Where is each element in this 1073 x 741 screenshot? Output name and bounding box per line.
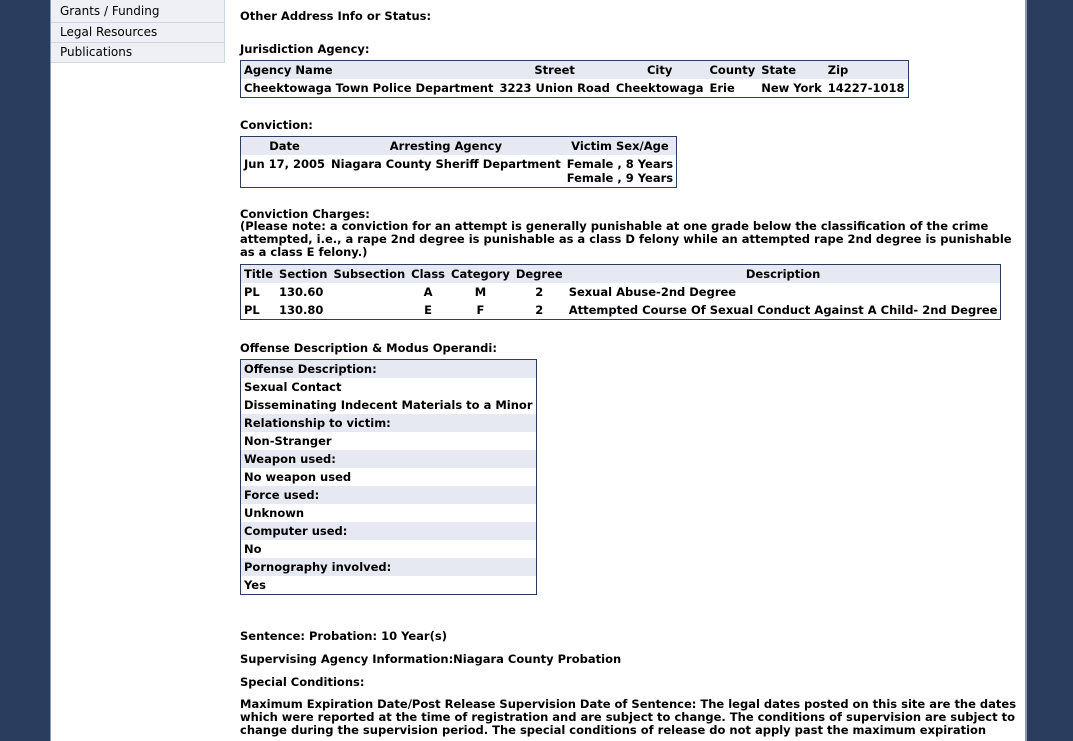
col-zip: Zip	[825, 61, 908, 80]
weapon-value: No weapon used	[244, 470, 352, 484]
table-row	[241, 396, 537, 414]
special-conditions-label: Special Conditions:	[240, 675, 365, 689]
force-value: Unknown	[244, 506, 305, 520]
charge-category: M	[474, 285, 487, 299]
charge-degree: 2	[535, 303, 544, 317]
table-row	[241, 283, 1001, 301]
charge-class: A	[423, 285, 433, 299]
col-class: Class	[408, 265, 448, 284]
offense-description-2: Disseminating Indecent Materials to a Minor	[244, 398, 533, 412]
offense-description-header: Offense Description:	[241, 360, 537, 379]
table-row	[241, 468, 537, 486]
victim-2: Female , 9 Years	[566, 171, 674, 185]
col-state: State	[758, 61, 825, 80]
conviction-title: Conviction:	[240, 118, 313, 132]
table-row	[241, 540, 537, 558]
col-county: County	[706, 61, 758, 80]
victim-info	[564, 155, 677, 188]
sidebar-item-publications[interactable]: Publications	[51, 43, 225, 63]
charge-class: E	[424, 303, 433, 317]
table-row	[241, 414, 537, 432]
charge-category: F	[476, 303, 485, 317]
charge-subsection	[330, 301, 408, 320]
weapon-header: Weapon used:	[241, 450, 537, 468]
sidebar-nav	[51, 0, 225, 63]
table-row	[241, 576, 537, 595]
jurisdiction-table	[240, 60, 909, 98]
table-row	[241, 360, 537, 379]
pornography-header: Pornography involved:	[241, 558, 537, 576]
table-row	[241, 558, 537, 576]
agency-street: 3223 Union Road	[499, 81, 610, 95]
table-row	[241, 450, 537, 468]
col-category: Category	[448, 265, 513, 284]
relationship-value: Non-Stranger	[244, 434, 332, 448]
agency-city: Cheektowaga	[615, 81, 704, 95]
table-row	[241, 432, 537, 450]
pornography-value: Yes	[244, 578, 266, 592]
charges-note: (Please note: a conviction for an attempt is generally punishable at one grade below the classification of the crime attempted, i.e., a rape 2nd degree is punishable as a class D felony while an attempted rape 2nd degree is punishable as a class E felony.)	[240, 219, 1012, 259]
agency-zip: 14227-1018	[827, 81, 905, 95]
agency-name: Cheektowaga Town Police Department	[244, 81, 494, 95]
table-row	[241, 486, 537, 504]
max-expiration-text: Maximum Expiration Date/Post Release Supervision Date of Sentence: The legal dates posted on this site are the dates which were reported at the time of registration and are subject to change. The conditions of supervision are subject to change during the supervision period. The special conditions of release do not apply past the maximum expiration	[240, 697, 1017, 737]
relationship-header: Relationship to victim:	[241, 414, 537, 432]
col-city: City	[613, 61, 707, 80]
sidebar-item-grants-funding[interactable]: Grants / Funding	[51, 0, 225, 23]
table-row	[241, 301, 1001, 320]
col-street: Street	[497, 61, 613, 80]
col-description: Description	[566, 265, 1001, 284]
col-subsection: Subsection	[330, 265, 408, 284]
col-title: Title	[241, 265, 277, 284]
left-divider	[50, 0, 51, 741]
charge-subsection	[330, 283, 408, 301]
charge-description: Attempted Course Of Sexual Conduct Against A Child- 2nd Degree	[568, 303, 998, 317]
col-section: Section	[276, 265, 330, 284]
sidebar-item-legal-resources[interactable]: Legal Resources	[51, 23, 225, 43]
col-arresting-agency: Arresting Agency	[328, 137, 564, 156]
charge-title: PL	[244, 285, 260, 299]
table-header-row	[241, 61, 909, 80]
charge-degree: 2	[535, 285, 544, 299]
charge-section: 130.80	[279, 303, 324, 317]
charge-section: 130.60	[279, 285, 324, 299]
offense-title: Offense Description & Modus Operandi:	[240, 341, 497, 355]
other-address-label: Other Address Info or Status:	[240, 9, 432, 23]
force-header: Force used:	[241, 486, 537, 504]
charge-title: PL	[244, 303, 260, 317]
agency-county: Erie	[709, 81, 735, 95]
conviction-date: Jun 17, 2005	[244, 157, 326, 171]
charges-table	[240, 264, 1001, 320]
sentence-text: Sentence: Probation: 10 Year(s)	[240, 629, 447, 643]
right-divider	[1025, 0, 1027, 741]
table-row	[241, 378, 537, 396]
conviction-table	[240, 136, 677, 188]
supervising-agency-text: Supervising Agency Information:Niagara County Probation	[240, 652, 622, 666]
charge-description: Sexual Abuse-2nd Degree	[568, 285, 737, 299]
computer-value: No	[244, 542, 262, 556]
table-row	[241, 522, 537, 540]
jurisdiction-title: Jurisdiction Agency:	[240, 42, 370, 56]
charges-title: Conviction Charges:	[240, 207, 370, 221]
table-header-row	[241, 265, 1001, 284]
offense-table	[240, 359, 537, 595]
table-header-row	[241, 137, 677, 156]
col-degree: Degree	[513, 265, 566, 284]
table-row	[241, 504, 537, 522]
offense-description-1: Sexual Contact	[244, 380, 342, 394]
table-row	[241, 79, 909, 98]
agency-state: New York	[761, 81, 822, 95]
right-page-band	[1027, 0, 1073, 741]
conviction-agency: Niagara County Sheriff Department	[331, 157, 561, 171]
col-victim-sex-age: Victim Sex/Age	[564, 137, 677, 156]
left-page-band	[0, 0, 50, 741]
victim-1: Female , 8 Years	[566, 157, 674, 171]
col-agency-name: Agency Name	[241, 61, 497, 80]
table-row	[241, 155, 677, 188]
col-date: Date	[241, 137, 329, 156]
computer-header: Computer used:	[241, 522, 537, 540]
